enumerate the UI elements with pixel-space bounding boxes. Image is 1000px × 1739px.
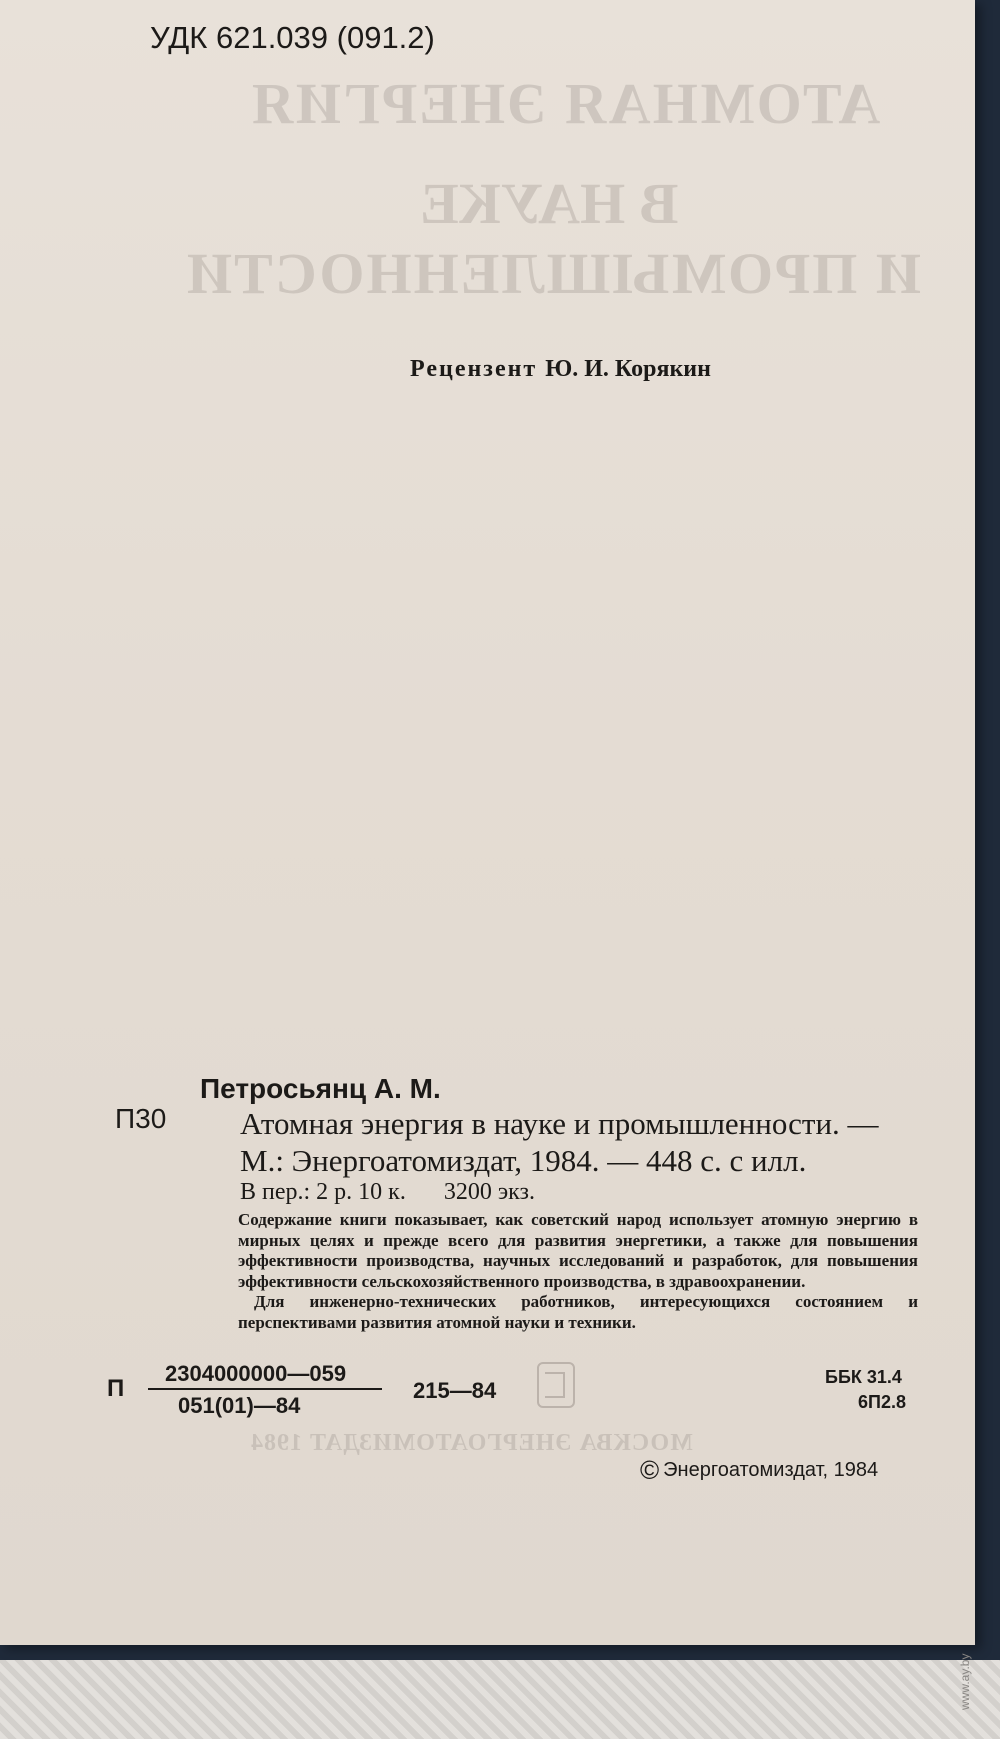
annotation-paragraph: Для инженерно-технических работников, интересующихся состоянием и перспективами развития атомной науки и техники. <box>238 1292 918 1332</box>
imprint-line: М.: Энергоатомиздат, 1984. — 448 с. с илл. <box>240 1143 807 1178</box>
catalog-number: 215—84 <box>413 1378 497 1403</box>
index-denominator: 051(01)—84 <box>178 1393 301 1418</box>
annotation-paragraph: Содержание книги показывает, как советский народ использует атомную энергию в мирных целях и прежде всего для развития энергетики, а также для повышения эффективности производства, научных исследований и разработок, для повышения эффективности сельскохозяйственного производства, в здравоохранении. <box>238 1210 918 1291</box>
bbk-code: ББК 31.4 <box>825 1367 902 1387</box>
bleed-through-imprint: МОСКВА ЭНЕРГОАТОМИЗДАТ 1984 <box>250 1430 693 1456</box>
author-mark-code: П30 <box>115 1103 167 1134</box>
book-title-line: Атомная энергия в науке и промышленности. — <box>240 1106 879 1141</box>
reviewer-line <box>410 356 711 383</box>
copyright-line <box>640 1455 878 1486</box>
author-name: Петросьянц А. М. <box>200 1073 441 1104</box>
annotation <box>238 1210 918 1333</box>
price-line <box>240 1179 535 1206</box>
index-letter: П <box>107 1375 125 1402</box>
copyright-icon: © <box>640 1455 660 1485</box>
index-numerator: 2304000000—059 <box>165 1361 347 1386</box>
print-run: 3200 экз. <box>443 1179 535 1205</box>
bbk-subcode: 6П2.8 <box>858 1392 906 1412</box>
reviewer-label: Рецензент <box>410 356 538 382</box>
copyright-text: Энергоатомиздат, 1984 <box>663 1459 879 1481</box>
bleed-through-title-line-1: АТОМНАЯ ЭНЕРГИЯ <box>250 71 881 136</box>
bleed-through-title-line-3: И ПРОМЫШЛЕННОСТИ <box>185 241 921 306</box>
tablecloth-background <box>0 1660 1000 1739</box>
site-watermark: www.ay.by <box>958 1653 972 1710</box>
reviewer-name: Ю. И. Корякин <box>545 356 711 382</box>
udk-code: УДК 621.039 (091.2) <box>150 20 435 55</box>
fraction-rule <box>148 1388 382 1390</box>
price: В пер.: 2 р. 10 к. <box>240 1179 406 1205</box>
bleed-through-title-line-2: В НАУКЕ <box>420 171 679 236</box>
publisher-logo-icon <box>537 1362 575 1408</box>
